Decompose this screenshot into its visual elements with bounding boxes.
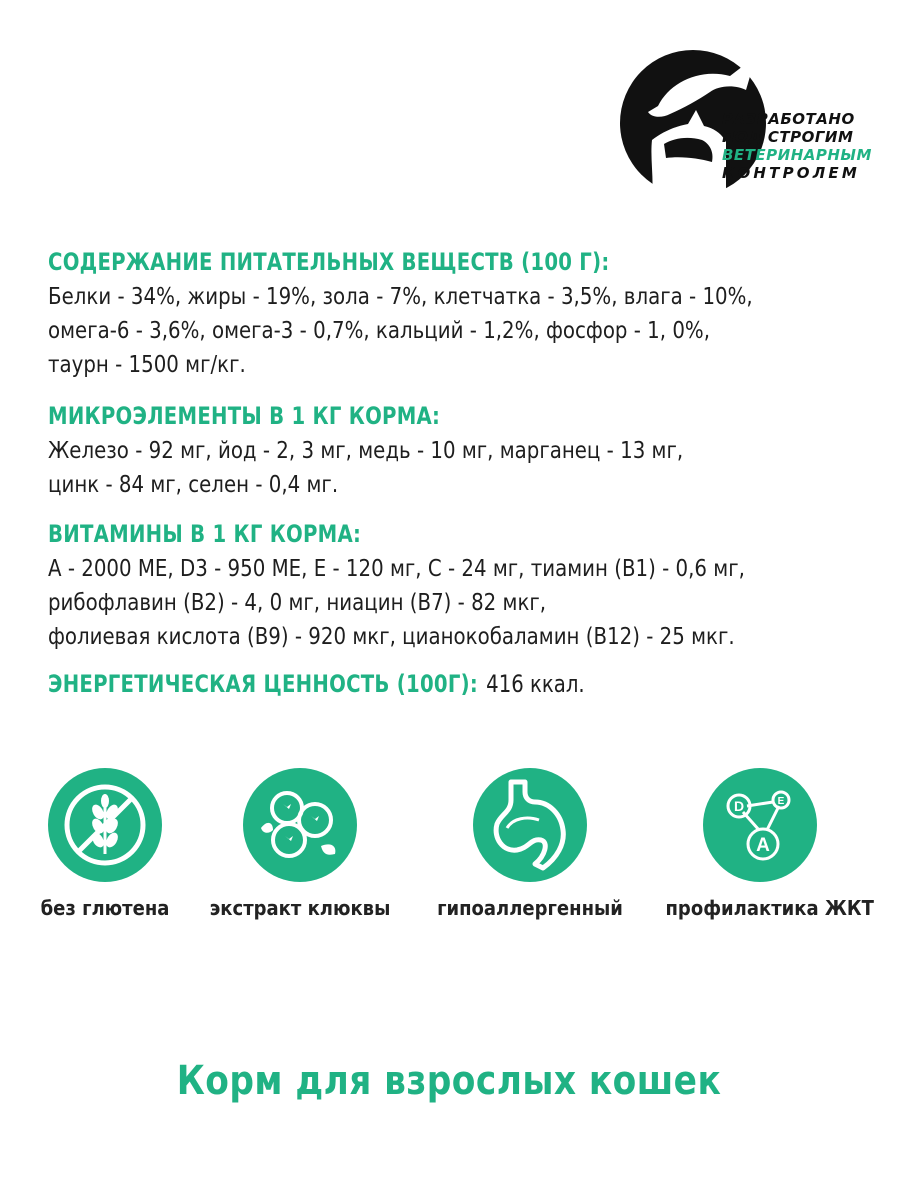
nutrients-heading: СОДЕРЖАНИЕ ПИТАТЕЛЬНЫХ ВЕЩЕСТВ (100 Г):: [48, 248, 610, 276]
nutrients-line-1: Белки - 34%, жиры - 19%, зола - 7%, клетчатка - 3,5%, влага - 10%,: [48, 284, 753, 310]
minerals-heading: МИКРОЭЛЕМЕНТЫ В 1 КГ КОРМА:: [48, 402, 441, 430]
minerals-line-1: Железо - 92 мг, йод - 2, 3 мг, медь - 10 мг, марганец - 13 мг,: [48, 438, 684, 464]
vitamins-molecule-icon: [703, 768, 817, 882]
no-gluten-wheat-icon: [48, 768, 162, 882]
feature-label-cranberry: экстракт клюквы: [209, 896, 391, 920]
vitamins-line-2: рибофлавин (В2) - 4, 0 мг, ниацин (В7) - 82 мкг,: [48, 590, 547, 616]
minerals-line-2: цинк - 84 мг, селен - 0,4 мг.: [48, 472, 339, 498]
logo-line-1: РАЗРАБОТАНО: [722, 110, 855, 128]
feature-hypoallergenic: [425, 768, 635, 920]
vitamins-line-3: фолиевая кислота (В9) - 920 мкг, цианокобаламин (В12) - 25 мкг.: [48, 624, 735, 650]
vitamins-line-1: А - 2000 МЕ, D3 - 950 МЕ, Е - 120 мг, С - 24 мг, тиамин (В1) - 0,6 мг,: [48, 556, 745, 582]
stomach-icon: [473, 768, 587, 882]
energy-heading: ЭНЕРГЕТИЧЕСКАЯ ЦЕННОСТЬ (100Г):: [48, 670, 478, 698]
logo-line-2: ПОД СТРОГИМ: [722, 128, 854, 146]
nutrients-section: [48, 244, 868, 382]
nutrition-info: [48, 244, 868, 702]
vitamin-letter-d: D: [733, 798, 745, 814]
logo-line-4: КОНТРОЛЕМ: [722, 164, 860, 182]
logo-line-3: ВЕТЕРИНАРНЫМ: [722, 146, 872, 164]
nutrients-line-3: таурн - 1500 мг/кг.: [48, 352, 246, 378]
energy-section: [48, 666, 720, 702]
feature-cranberry: [195, 768, 405, 920]
feature-label-gluten-free: без глютена: [40, 896, 170, 920]
vitamin-letter-e: E: [777, 796, 785, 807]
feature-label-hypoallergenic: гипоаллергенный: [437, 896, 623, 920]
feature-gluten-free: [0, 768, 210, 920]
feature-gi-prevention: [655, 768, 874, 920]
product-tagline: Корм для взрослых кошек: [176, 1058, 722, 1104]
vitamins-section: [48, 516, 868, 654]
feature-label-gi-prevention: профилактика ЖКТ: [665, 896, 874, 920]
vitamins-heading: ВИТАМИНЫ В 1 КГ КОРМА:: [48, 520, 362, 548]
vet-control-logo: [618, 48, 872, 198]
vitamin-letter-a: A: [756, 835, 770, 856]
energy-value: 416 ккал.: [486, 670, 585, 698]
minerals-section: [48, 398, 868, 502]
nutrients-line-2: омега-6 - 3,6%, омега-3 - 0,7%, кальций - 1,2%, фосфор - 1, 0%,: [48, 318, 711, 344]
cranberry-icon: [243, 768, 357, 882]
